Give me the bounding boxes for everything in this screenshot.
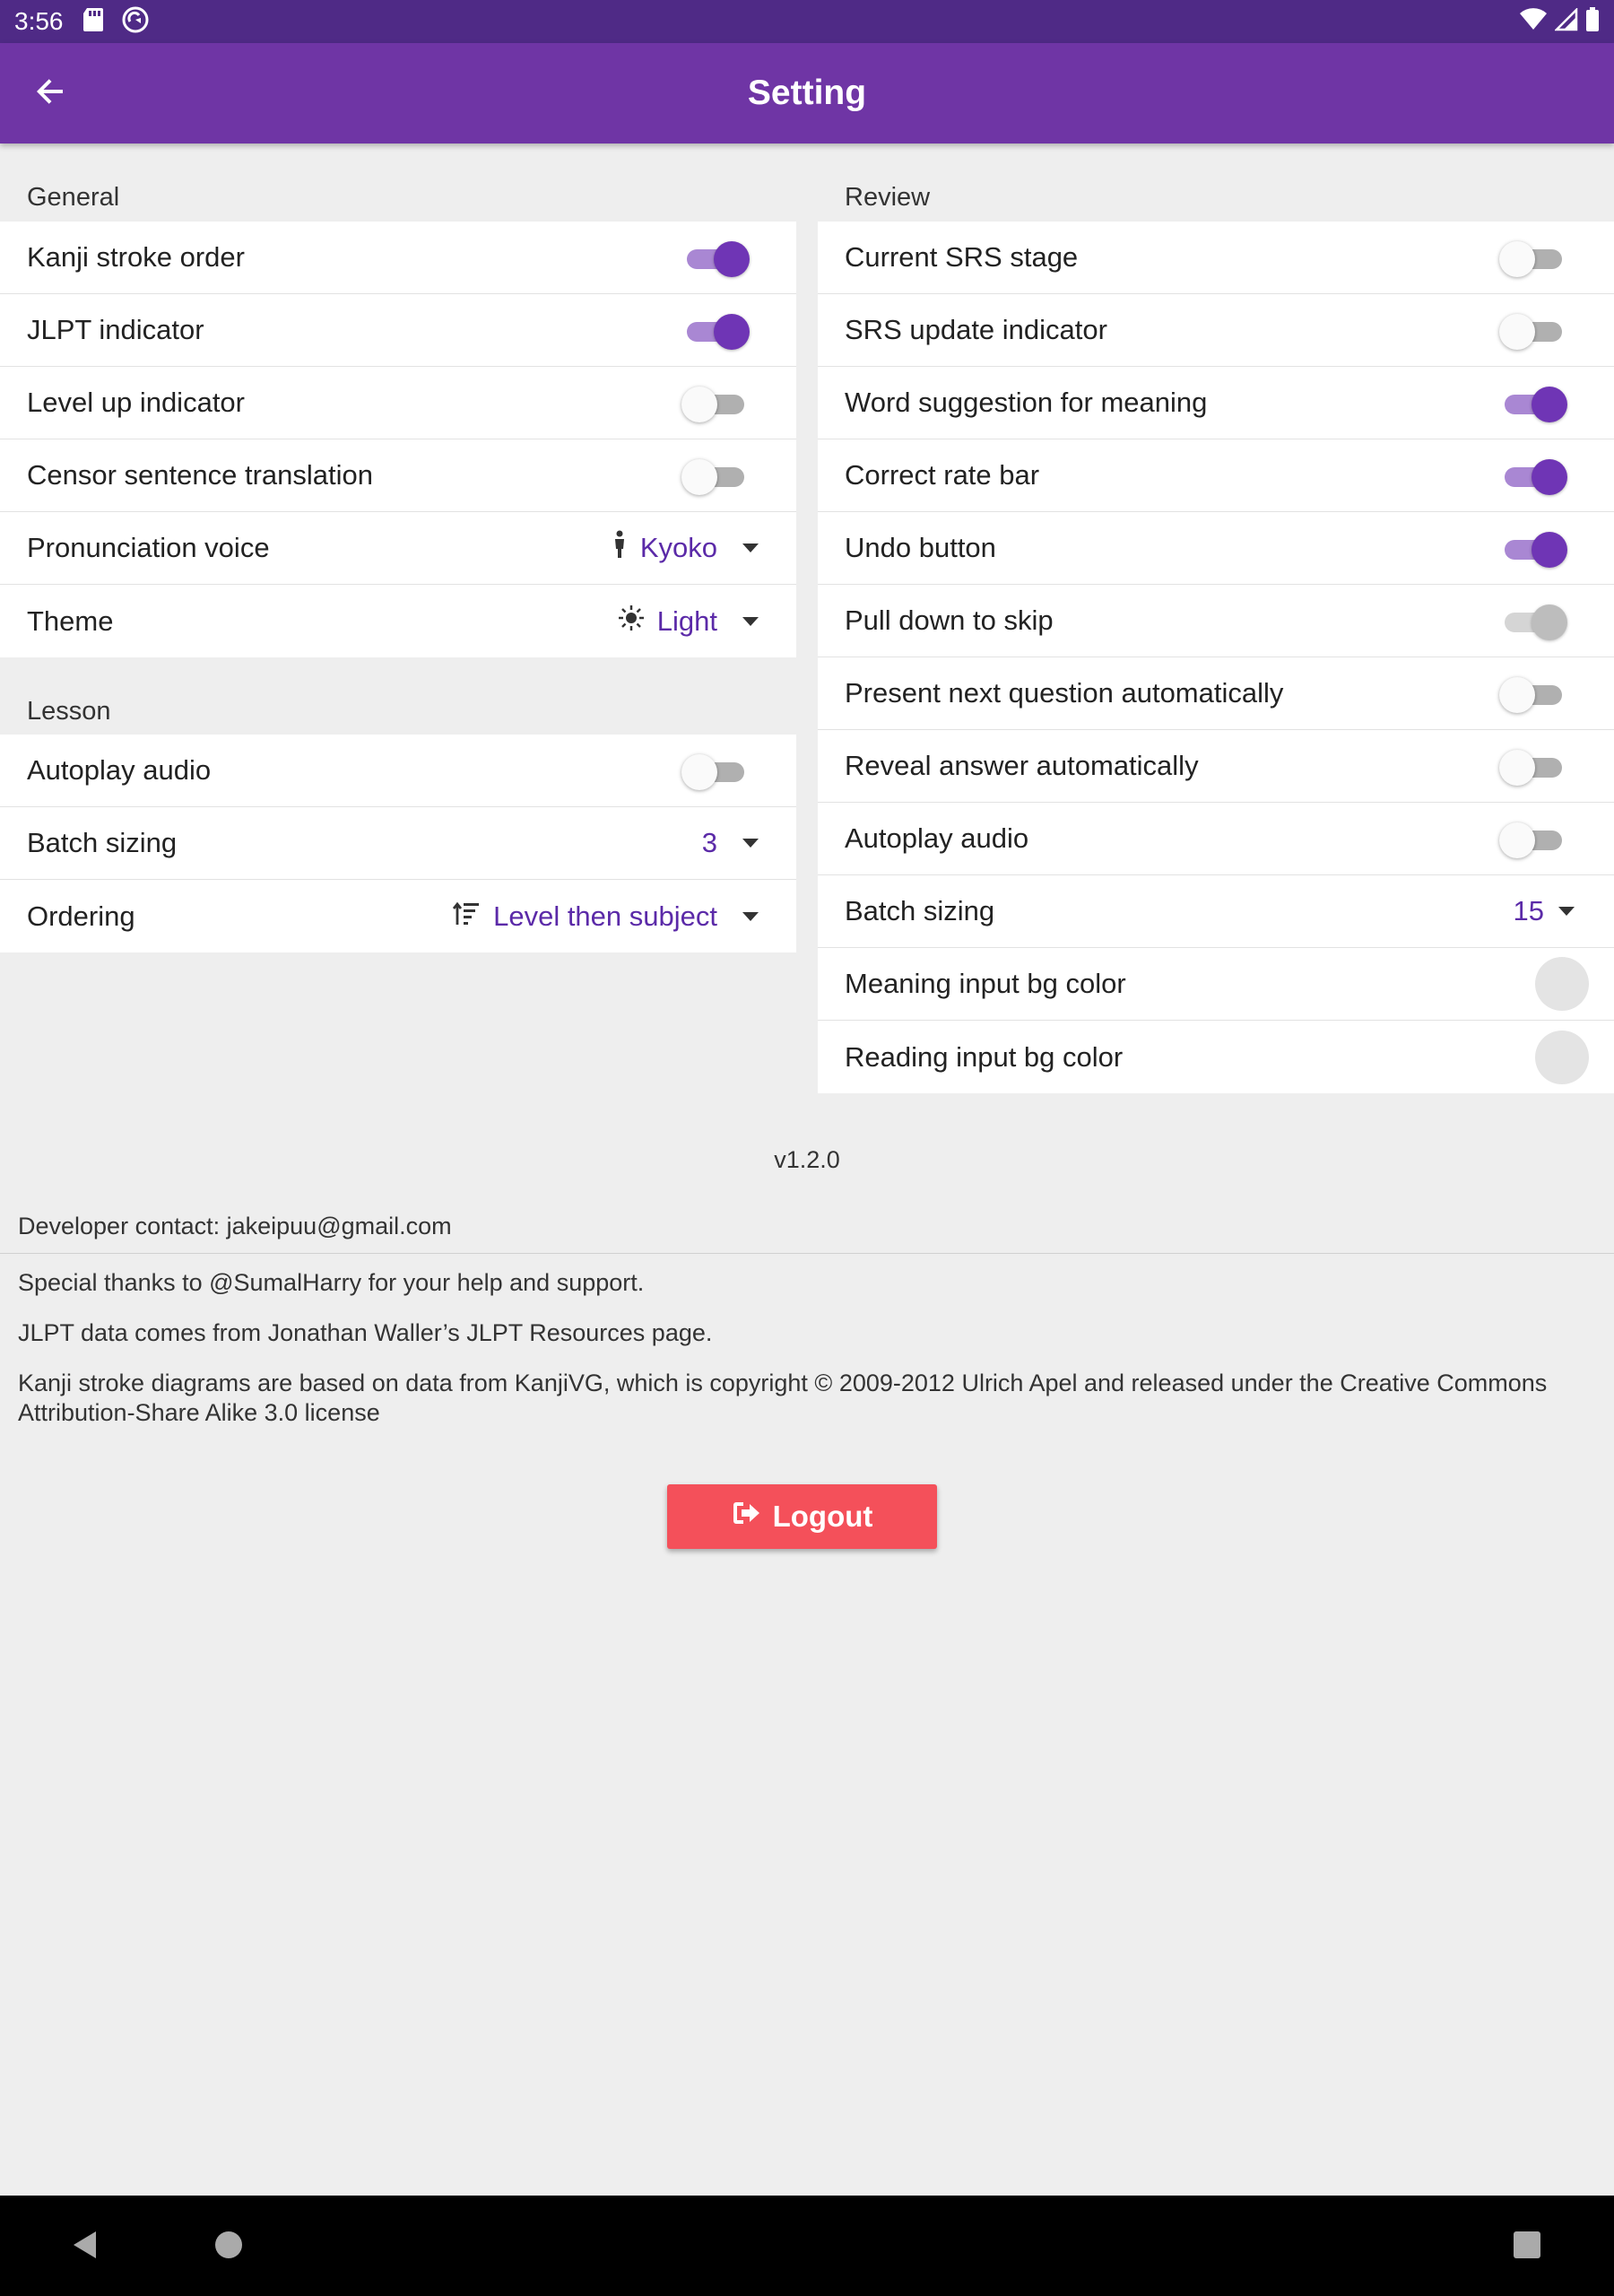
section-header-lesson: Lesson [27,697,111,726]
app-bar [0,43,1614,144]
nav-home-button[interactable] [206,2224,251,2269]
thanks-text: Special thanks to @SumalHarry for your help and support. [18,1269,645,1296]
lesson-batch-sizing-dropdown[interactable] [702,827,717,859]
review-batch-sizing-dropdown[interactable] [1514,895,1544,927]
setting-lesson-batch-sizing[interactable] [0,807,796,880]
setting-label: Level up indicator [27,387,245,418]
nav-back-button[interactable] [63,2224,108,2269]
dropdown-arrow-icon[interactable] [742,544,759,552]
status-time: 3:56 [14,7,64,35]
person-icon [612,530,628,566]
pull-down-to-skip-toggle[interactable] [1499,603,1567,639]
setting-srs-update-indicator[interactable] [818,294,1614,367]
setting-jlpt-indicator[interactable] [0,294,796,367]
developer-contact[interactable]: Developer contact: jakeipuu@gmail.com [0,1207,1614,1254]
setting-correct-rate-bar[interactable] [818,439,1614,512]
lesson-autoplay-audio-toggle[interactable] [681,752,750,788]
arrow-back-icon [34,75,66,112]
nav-recents-button[interactable] [1505,2224,1549,2269]
dropdown-arrow-icon[interactable] [742,912,759,921]
setting-label: Ordering [27,900,135,932]
setting-word-suggestion[interactable] [818,367,1614,439]
back-button[interactable] [22,65,79,122]
ordering-value: Level then subject [493,900,717,932]
kanjivg-credit-text: Kanji stroke diagrams are based on data from KanjiVG, which is copyright © 2009-2012 Ulrich Apel and released under the Creative Commons Attribution-Share Alike 3.0 license [18,1370,1548,1426]
app-version: v1.2.0 [774,1146,840,1173]
level-up-indicator-toggle[interactable] [681,385,750,421]
setting-label: Kanji stroke order [27,241,245,273]
status-bar [0,0,1614,43]
setting-label: Correct rate bar [845,459,1040,491]
current-srs-stage-toggle[interactable] [1499,239,1567,275]
general-settings-list [0,222,796,657]
dropdown-arrow-icon[interactable] [1558,907,1575,916]
setting-label: Meaning input bg color [845,968,1126,999]
page-title: Setting [747,74,867,112]
undo-button-toggle[interactable] [1499,530,1567,566]
reading-color-swatch[interactable] [1535,1031,1589,1084]
system-nav-bar [0,2196,1614,2296]
setting-reveal-answer[interactable] [818,730,1614,803]
setting-kanji-stroke-order[interactable] [0,222,796,294]
review-autoplay-audio-toggle[interactable] [1499,821,1567,857]
pronunciation-voice-dropdown[interactable] [612,530,717,566]
setting-current-srs-stage[interactable] [818,222,1614,294]
theme-dropdown[interactable] [618,604,717,639]
sign-out-icon [732,1500,762,1534]
pronunciation-voice-value: Kyoko [639,532,717,563]
sd-card-icon [82,6,105,38]
srs-update-indicator-toggle[interactable] [1499,312,1567,348]
setting-label: Censor sentence translation [27,459,374,491]
sync-icon [121,5,150,39]
setting-present-next-question[interactable] [818,657,1614,730]
sort-icon [452,900,481,934]
signal-icon [1555,8,1578,36]
setting-lesson-autoplay-audio[interactable] [0,735,796,807]
dropdown-arrow-icon[interactable] [742,617,759,626]
section-header-general: General [27,183,120,212]
setting-reading-input-bg-color[interactable] [818,1021,1614,1093]
setting-label: Batch sizing [27,827,178,858]
setting-label: JLPT indicator [27,314,204,345]
ordering-dropdown[interactable] [452,900,717,934]
setting-undo-button[interactable] [818,512,1614,585]
battery-icon [1585,7,1600,37]
wifi-icon [1519,8,1548,36]
censor-sentence-translation-toggle[interactable] [681,457,750,493]
setting-review-autoplay-audio[interactable] [818,803,1614,875]
word-suggestion-toggle[interactable] [1499,385,1567,421]
meaning-color-swatch[interactable] [1535,957,1589,1011]
setting-label: Reading input bg color [845,1040,1124,1073]
logout-label: Logout [772,1500,873,1533]
nav-home-icon [214,2231,243,2264]
sun-icon [618,604,645,639]
about-section [0,1207,1614,1428]
setting-label: SRS update indicator [845,314,1107,345]
setting-label: Autoplay audio [845,822,1029,854]
setting-label: Present next question automatically [845,677,1284,709]
left-column [0,144,796,952]
setting-theme[interactable] [0,585,796,657]
lesson-batch-sizing-value: 3 [701,827,717,858]
lesson-settings-list [0,735,796,952]
setting-label: Current SRS stage [845,241,1079,273]
setting-pronunciation-voice[interactable] [0,512,796,585]
setting-meaning-input-bg-color[interactable] [818,948,1614,1021]
setting-label: Autoplay audio [27,754,212,786]
correct-rate-bar-toggle[interactable] [1499,457,1567,493]
nav-recents-icon [1514,2231,1540,2263]
setting-level-up-indicator[interactable] [0,367,796,439]
review-batch-sizing-value: 15 [1513,895,1544,926]
setting-label: Theme [27,604,114,637]
right-column [818,144,1614,1093]
setting-review-batch-sizing[interactable] [818,875,1614,948]
nav-back-icon [71,2230,100,2265]
reveal-answer-toggle[interactable] [1499,748,1567,784]
section-header-review: Review [845,183,931,212]
review-settings-list [818,222,1614,1093]
setting-label: Pull down to skip [845,604,1054,636]
present-next-question-toggle[interactable] [1499,675,1567,711]
setting-label: Batch sizing [845,895,995,926]
dropdown-arrow-icon[interactable] [742,839,759,848]
setting-label: Word suggestion for meaning [845,387,1208,418]
kanji-stroke-order-toggle[interactable] [681,239,750,275]
setting-censor-sentence-translation[interactable] [0,439,796,512]
setting-pull-down-to-skip[interactable] [818,585,1614,657]
setting-label: Reveal answer automatically [845,750,1199,781]
jlpt-indicator-toggle[interactable] [681,312,750,348]
setting-ordering[interactable] [0,880,796,952]
logout-button[interactable] [667,1484,937,1549]
setting-label: Pronunciation voice [27,532,270,563]
theme-value: Light [656,604,717,637]
jlpt-credit-text: JLPT data comes from Jonathan Waller’s JLPT Resources page. [18,1319,713,1346]
setting-label: Undo button [845,532,996,563]
